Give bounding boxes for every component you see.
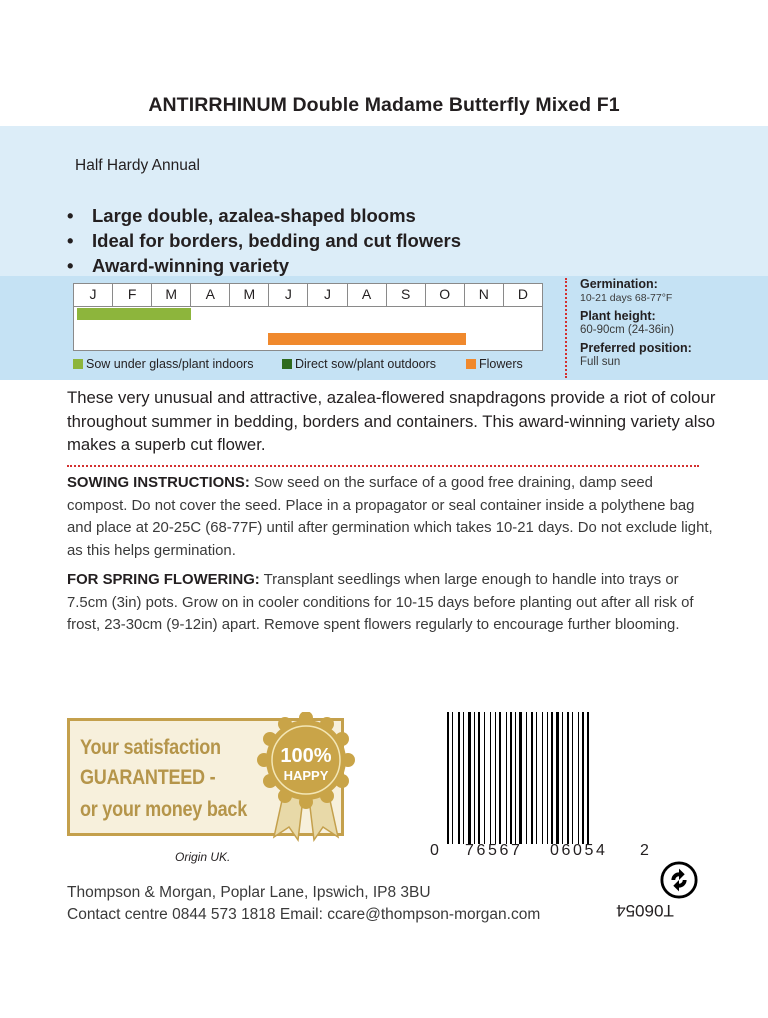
- germination-label: Germination:: [580, 277, 658, 291]
- calendar-months: [74, 284, 542, 307]
- legend-swatch: [73, 359, 83, 369]
- barcode-bar: [519, 712, 522, 844]
- guarantee-line: Your satisfaction: [80, 736, 221, 759]
- barcode-bar: [499, 712, 501, 844]
- position-label: Preferred position:: [580, 341, 692, 355]
- sowing-heading: SOWING INSTRUCTIONS:: [67, 475, 250, 491]
- barcode-bar: [474, 712, 475, 844]
- barcode-bar: [587, 712, 589, 844]
- month-label: M: [151, 284, 190, 306]
- flowering-bar: [268, 333, 466, 345]
- guarantee-line: or your money back: [80, 798, 247, 821]
- barcode-bar: [542, 712, 543, 844]
- origin-label: Origin UK.: [175, 850, 231, 864]
- month-label: A: [190, 284, 229, 306]
- barcode-bar: [458, 712, 460, 844]
- legend-sow-outdoors: Direct sow/plant outdoors: [282, 357, 436, 371]
- month-label: J: [268, 284, 307, 306]
- month-label: S: [386, 284, 425, 306]
- barcode-bar: [447, 712, 449, 844]
- barcode-bar: [463, 712, 464, 844]
- barcode-bar: [490, 712, 491, 844]
- product-title: ANTIRRHINUM Double Madame Butterfly Mixed F1: [148, 94, 620, 116]
- month-label: M: [229, 284, 268, 306]
- barcode-bar: [484, 712, 485, 844]
- barcode-bar: [536, 712, 537, 844]
- growing-info: [580, 277, 760, 373]
- plant-type: Half Hardy Annual: [75, 157, 200, 174]
- barcode-bar: [582, 712, 584, 844]
- position-value: Full sun: [580, 356, 621, 368]
- vertical-divider: [565, 278, 567, 378]
- happy-seal-icon: [256, 712, 356, 842]
- barcode-bar: [531, 712, 533, 844]
- month-label: F: [112, 284, 151, 306]
- address-line: Thompson & Morgan, Poplar Lane, Ipswich, IP8 3BU: [67, 884, 431, 901]
- legend-swatch: [282, 359, 292, 369]
- seal-percent: 100%: [280, 745, 332, 767]
- company-address: [67, 882, 540, 926]
- germination-value: 10-21 days 68-77°F: [580, 292, 673, 304]
- feature-item: • Award-winning variety: [67, 255, 290, 276]
- barcode-bar: [547, 712, 548, 844]
- feature-list: [67, 203, 461, 278]
- description: These very unusual and attractive, azalea-flowered snapdragons provide a riot of colour throughout summer in bedding, borders and containers. This award-winning variety also makes a superb cut flower.: [67, 388, 716, 454]
- barcode-bar: [551, 712, 553, 844]
- barcode-bar: [572, 712, 573, 844]
- horizontal-divider: [67, 465, 699, 467]
- feature-item: • Large double, azalea-shaped blooms: [67, 205, 416, 226]
- guarantee-line: GUARANTEED -: [80, 766, 216, 789]
- barcode-number: 0 76567 06054 2: [430, 842, 649, 859]
- barcode-bar: [495, 712, 496, 844]
- spring-flowering: [67, 569, 717, 637]
- month-label: J: [307, 284, 346, 306]
- month-label: N: [464, 284, 503, 306]
- height-value: 60-90cm (24-36in): [580, 324, 674, 336]
- sowing-calendar: [73, 283, 543, 351]
- barcode-bar: [452, 712, 453, 844]
- barcode-bar: [578, 712, 579, 844]
- feature-item: • Ideal for borders, bedding and cut flowers: [67, 230, 462, 251]
- height-label: Plant height:: [580, 309, 656, 323]
- barcode-icon: [445, 712, 635, 844]
- sowing-instructions: [67, 472, 717, 562]
- legend-swatch: [466, 359, 476, 369]
- barcode-bar: [567, 712, 569, 844]
- contact-line: Contact centre 0844 573 1818 Email: ccare@thompson-morgan.com: [67, 906, 541, 923]
- barcode-bar: [556, 712, 559, 844]
- green-dot-recycle-icon: [660, 861, 698, 899]
- barcode-bar: [506, 712, 507, 844]
- barcode-bar: [468, 712, 471, 844]
- sow-indoors-bar: [77, 308, 191, 320]
- spring-text: Transplant seedlings when large enough to handle into trays or 7.5cm (3in) pots. Grow on in cooler conditions for 10-15 days before planting out after all risk of frost, 23-30cm (9-12in) apart. Remove spent flowers regularly to encourage further blooming.: [67, 572, 694, 633]
- barcode-bar: [478, 712, 480, 844]
- product-code: T06054: [616, 901, 674, 920]
- barcode-bar: [515, 712, 516, 844]
- sowing-text: Sow seed on the surface of a good free draining, damp seed compost. Do not cover the seed. Place in a propagator or seal container inside a polythene bag and place at 20-25C (68-77F) until after germination which takes 10-21 days. Do not exclude light, as this helps germination.: [67, 475, 713, 559]
- month-label: D: [503, 284, 542, 306]
- legend-flowers: Flowers: [466, 357, 523, 371]
- month-label: J: [89, 286, 97, 302]
- spring-heading: FOR SPRING FLOWERING:: [67, 572, 260, 588]
- barcode-bar: [510, 712, 512, 844]
- month-label: A: [347, 284, 386, 306]
- seal-happy: HAPPY: [283, 768, 329, 783]
- barcode-bar: [562, 712, 563, 844]
- barcode-bar: [526, 712, 527, 844]
- legend-sow-indoors: Sow under glass/plant indoors: [73, 357, 253, 371]
- month-label: O: [425, 284, 464, 306]
